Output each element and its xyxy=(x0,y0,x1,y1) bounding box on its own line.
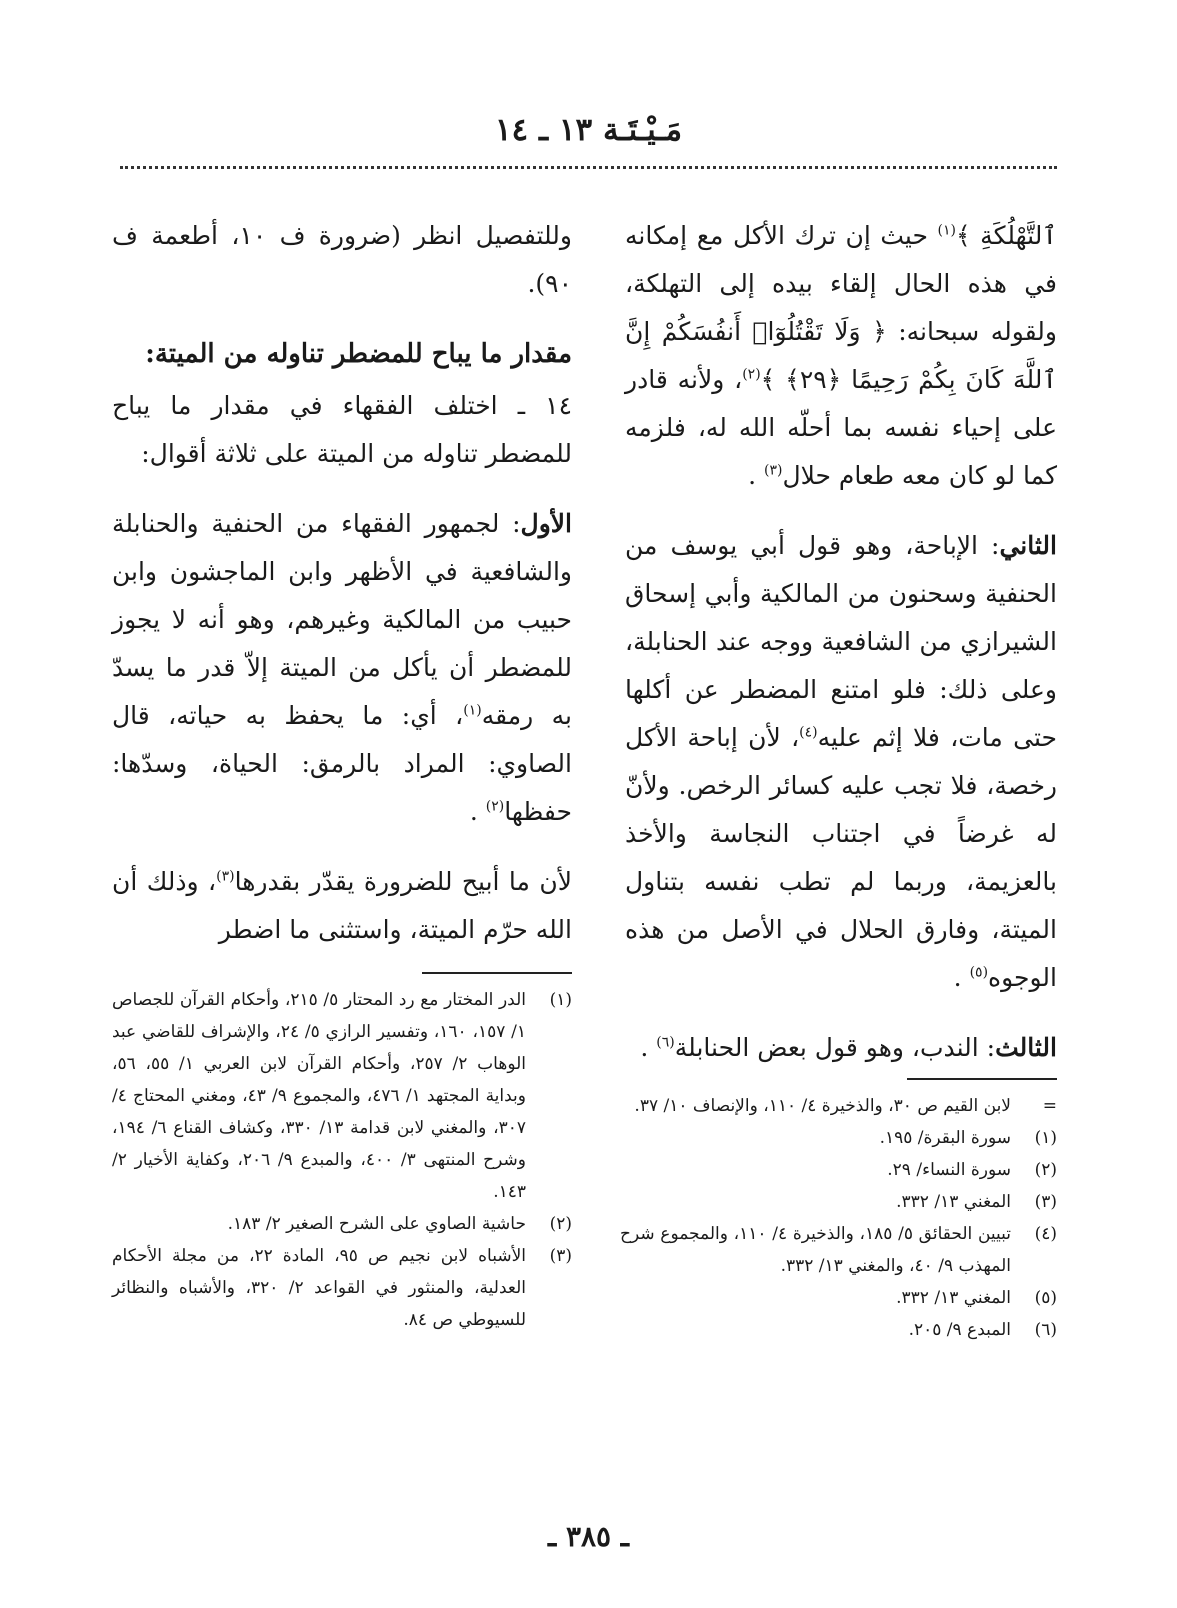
left-paragraph-4 xyxy=(112,858,572,954)
footnote-ref[interactable]: (٦) xyxy=(656,1034,675,1051)
footnote-number: (١) xyxy=(549,990,572,1010)
running-header: مَـيْـتَـة ١٣ ـ ١٤ xyxy=(494,112,683,148)
footnote-ref[interactable]: (٤) xyxy=(799,724,818,741)
footnote-text: سورة النساء/ ٢٩. xyxy=(887,1160,1011,1180)
footnote-number: (٤) xyxy=(1034,1224,1058,1244)
text-run: : لجمهور الفقهاء من الحنفية والحنابلة والشافعية في الأظهر وابن الماجشون وابن حبيب من المالكية وغيرهم، وهو أنه لا يجوز للمضطر أن يأكل من الميتة إلاّ قدر ما يسدّ به رمقه xyxy=(112,509,572,730)
footnote-text: المغني ١٣/ ٣٣٢. xyxy=(896,1192,1011,1212)
left-paragraph-1: وللتفصيل انظر (ضرورة ف ١٠، أطعمة ف ٩٠). xyxy=(112,221,572,298)
footnote-text: الدر المختار مع رد المحتار ٥/ ٢١٥، وأحكام القرآن للجصاص ١/ ١٥٧، ١٦٠، وتفسير الرازي ٥/ ٢٤، والإشراف للقاضي عبد الوهاب ٢/ ٢٥٧، وأحكام القرآن لابن العربي ١/ ٥٥، ٥٦، وبداية المجتهد ١/ ٤٧٦، والمجموع ٩/ ٤٣، ومغني المحتاج ٤/ ٣٠٧، والمغني لابن قدامة ١٣/ ٣٣٠، وكشاف القناع ٦/ ١٩٤، وشرح المنتهى ٣/ ٤٠٠، والمبدع ٩/ ٢٠٦، وكفاية الأخيار ٢/ ١٤٣. xyxy=(112,990,527,1202)
text-run: ، أي: ما يحفظ به حياته، قال الصاوي: المراد بالرمق: الحياة، وسدّها: حفظها xyxy=(112,701,572,826)
paragraph-lead: الثاني xyxy=(999,531,1057,560)
footnote-number: (٣) xyxy=(549,1246,572,1266)
header-dotted-rule xyxy=(120,166,1057,169)
footnote-number: (٢) xyxy=(549,1214,572,1234)
right-paragraph-2 xyxy=(625,522,1057,1002)
footnote-text: الأشباه لابن نجيم ص ٩٥، المادة ٢٢، من مجلة الأحكام العدلية، والمنثور في القواعد ٢/ ٣٢٠، والأشباه والنظائر للسيوطي ص ٨٤. xyxy=(112,1246,526,1330)
footnote-item xyxy=(112,1240,572,1336)
footnote-number: (٥) xyxy=(1034,1288,1057,1308)
quran-word: ٱلتَّهْلُكَةِ ﴾ xyxy=(955,221,1057,250)
left-paragraph-3 xyxy=(112,500,572,836)
footnote-item xyxy=(620,1090,1057,1122)
footnote-item xyxy=(620,1154,1057,1186)
footnote-rule xyxy=(422,972,572,974)
text-run: لأن ما أبيح للضرورة يقدّر بقدرها xyxy=(234,867,572,896)
footnote-ref[interactable]: (٢) xyxy=(742,366,761,383)
footnote-text: سورة البقرة/ ١٩٥. xyxy=(879,1128,1011,1148)
text-run: . xyxy=(748,461,764,490)
footnote-number: (٦) xyxy=(1034,1320,1057,1340)
footnote-item xyxy=(620,1218,1057,1282)
paragraph-lead: الأول xyxy=(520,509,572,538)
footnote-number: (١) xyxy=(1034,1128,1057,1148)
footnotes-right xyxy=(620,1078,1057,1346)
footnote-ref[interactable]: (٢) xyxy=(485,798,505,815)
footnote-item xyxy=(620,1186,1057,1218)
page-number: ـ ٣٨٥ ـ xyxy=(547,1520,630,1553)
footnote-text: لابن القيم ص ٣٠، والذخيرة ٤/ ١١٠، والإنصاف ١٠/ ٣٧. xyxy=(634,1096,1011,1116)
footnote-item xyxy=(112,984,572,1208)
footnote-text: تبيين الحقائق ٥/ ١٨٥، والذخيرة ٤/ ١١٠، والمجموع شرح المهذب ٩/ ٤٠، والمغني ١٣/ ٣٣٢. xyxy=(620,1224,1012,1276)
footnote-text: المبدع ٩/ ٢٠٥. xyxy=(908,1320,1011,1340)
text-run: : الإباحة، وهو قول أبي يوسف من الحنفية وسحنون من المالكية وأبي إسحاق الشيرازي من الشافعية ووجه عند الحنابلة، وعلى ذلك: فلو امتنع المضطر عن أكلها حتى مات، فلا إثم عليه xyxy=(625,531,1057,752)
footnote-rule xyxy=(907,1078,1057,1080)
footnote-text: المغني ١٣/ ٣٣٢. xyxy=(896,1288,1011,1308)
footnote-ref[interactable]: (٣) xyxy=(763,462,783,479)
footnote-ref[interactable]: (٣) xyxy=(216,868,235,885)
footnotes-left xyxy=(112,972,572,1336)
right-paragraph-3 xyxy=(625,1024,1057,1072)
footnote-ref[interactable]: (١) xyxy=(937,222,956,239)
footnote-item xyxy=(620,1282,1057,1314)
footnote-number: = xyxy=(1042,1096,1057,1116)
text-run: ، لأن إباحة الأكل رخصة، فلا تجب عليه كسائر الرخص. ولأنّ له غرضاً في اجتناب النجاسة والأخذ بالعزيمة، وربما لم تطب نفسه بتناول الميتة، وفارق الحلال في الأصل من هذه الوجوه xyxy=(625,723,1057,992)
footnote-ref[interactable]: (٥) xyxy=(969,964,989,981)
footnote-item xyxy=(620,1314,1057,1346)
footnote-ref[interactable]: (١) xyxy=(463,702,482,719)
quran-verse: ﴿ وَلَا تَقْتُلُوٓا۟ أَنفُسَكُمْ إِنَّ ٱللَّهَ كَانَ بِكُمْ رَحِيمًا ﴿٢٩﴾ ﴾ xyxy=(625,317,1058,394)
footnote-number: (٢) xyxy=(1034,1160,1057,1180)
text-run: . xyxy=(469,797,486,826)
text-run: . xyxy=(640,1033,657,1062)
left-paragraph-2: ١٤ ـ اختلف الفقهاء في مقدار ما يباح للمضطر تناوله من الميتة على ثلاثة أقوال: xyxy=(112,391,572,468)
text-run: ، وذلك أن الله حرّم الميتة، واستثنى ما اضطر xyxy=(112,867,572,944)
footnote-text: حاشية الصاوي على الشرح الصغير ٢/ ١٨٣. xyxy=(227,1214,526,1234)
footnote-item xyxy=(620,1122,1057,1154)
right-column xyxy=(625,212,1057,1084)
footnote-item xyxy=(112,1208,572,1240)
right-paragraph-1 xyxy=(625,212,1057,500)
text-run: : الندب، وهو قول بعض الحنابلة xyxy=(674,1033,996,1062)
paragraph-lead: الثالث xyxy=(995,1033,1057,1062)
text-run: . xyxy=(953,963,970,992)
section-heading: مقدار ما يباح للمضطر تناوله من الميتة: xyxy=(145,339,572,369)
left-column xyxy=(112,212,572,966)
footnote-number: (٣) xyxy=(1034,1192,1057,1212)
text-run: حيث إن ترك الأكل مع إمكانه في هذه الحال إلقاء بيده إلى التهلكة، ولقوله سبحانه: xyxy=(625,221,1057,346)
text-run: ، ولأنه قادر على إحياء نفسه بما أحلّه الله له، فلزمه كما لو كان معه طعام حلال xyxy=(625,365,1057,490)
